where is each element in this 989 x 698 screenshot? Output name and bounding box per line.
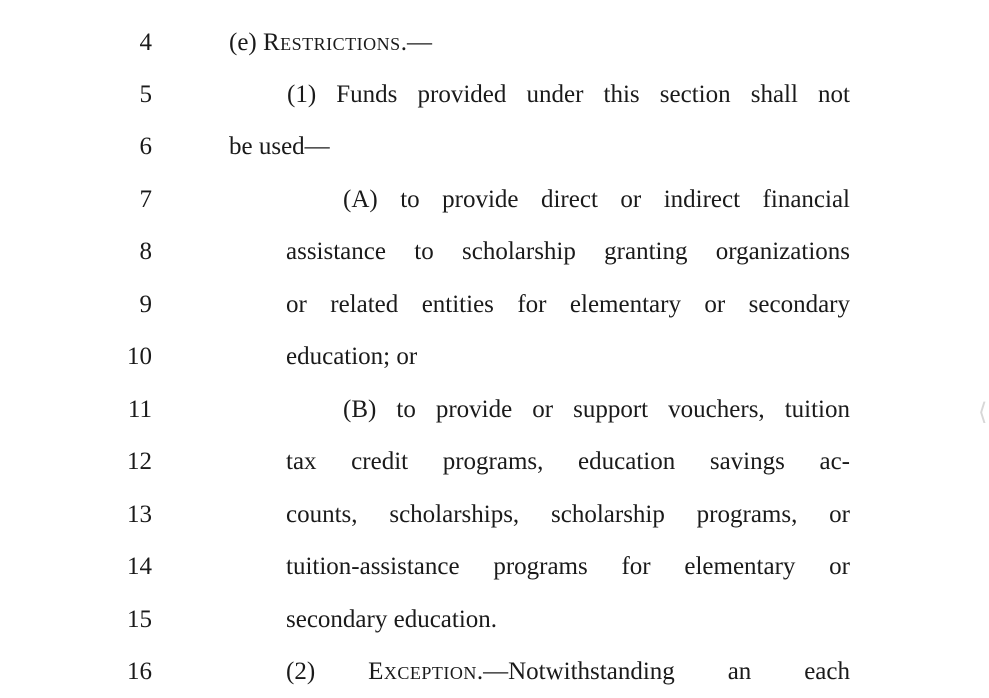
line-number: 16 bbox=[127, 658, 152, 685]
line-13 bbox=[0, 489, 989, 541]
line-8 bbox=[0, 226, 989, 278]
line-number: 13 bbox=[127, 501, 152, 528]
line-text: (1) Funds provided under this section shall not bbox=[287, 81, 850, 108]
side-chevron-icon: ⟨ bbox=[978, 400, 988, 426]
line-15 bbox=[0, 594, 989, 646]
line-number: 15 bbox=[127, 606, 152, 633]
line-text: tax credit programs, education savings ac- bbox=[286, 448, 850, 475]
line-text: or related entities for elementary or secondary bbox=[286, 291, 850, 318]
line-9 bbox=[0, 279, 989, 331]
line-5 bbox=[0, 69, 989, 121]
line-number: 4 bbox=[139, 29, 152, 56]
line-number: 12 bbox=[127, 448, 152, 475]
line-number: 14 bbox=[127, 553, 152, 580]
line-text: secondary education. bbox=[286, 606, 498, 633]
line-text: (B) to provide or support vouchers, tuition bbox=[343, 396, 850, 423]
line-text: education; or bbox=[286, 343, 418, 370]
line-number: 10 bbox=[127, 343, 152, 370]
line-text: assistance to scholarship granting organizations bbox=[286, 238, 850, 265]
line-text: (2) Exception.—Notwithstanding an each bbox=[286, 658, 850, 685]
line-number: 5 bbox=[139, 81, 152, 108]
line-text: counts, scholarships, scholarship programs, or bbox=[286, 501, 850, 528]
line-number: 7 bbox=[139, 186, 152, 213]
line-6 bbox=[0, 121, 989, 173]
line-number: 8 bbox=[139, 238, 152, 265]
line-14 bbox=[0, 541, 989, 593]
line-text: tuition-assistance programs for elementary or bbox=[286, 553, 850, 580]
subsection-heading: (e) Restrictions.— bbox=[229, 29, 432, 56]
line-text: (A) to provide direct or indirect financial bbox=[343, 186, 850, 213]
line-number: 6 bbox=[139, 133, 152, 160]
heading-small-caps: Restrictions bbox=[263, 29, 401, 56]
line-12 bbox=[0, 436, 989, 488]
line-16-partial bbox=[0, 646, 989, 698]
line-number: 11 bbox=[127, 396, 152, 423]
line-text: be used— bbox=[229, 133, 330, 160]
line-10 bbox=[0, 331, 989, 383]
line-7 bbox=[0, 174, 989, 226]
heading-small-caps: Exception bbox=[368, 658, 477, 685]
line-number: 9 bbox=[139, 291, 152, 318]
line-4 bbox=[0, 17, 989, 69]
line-11 bbox=[0, 384, 989, 436]
